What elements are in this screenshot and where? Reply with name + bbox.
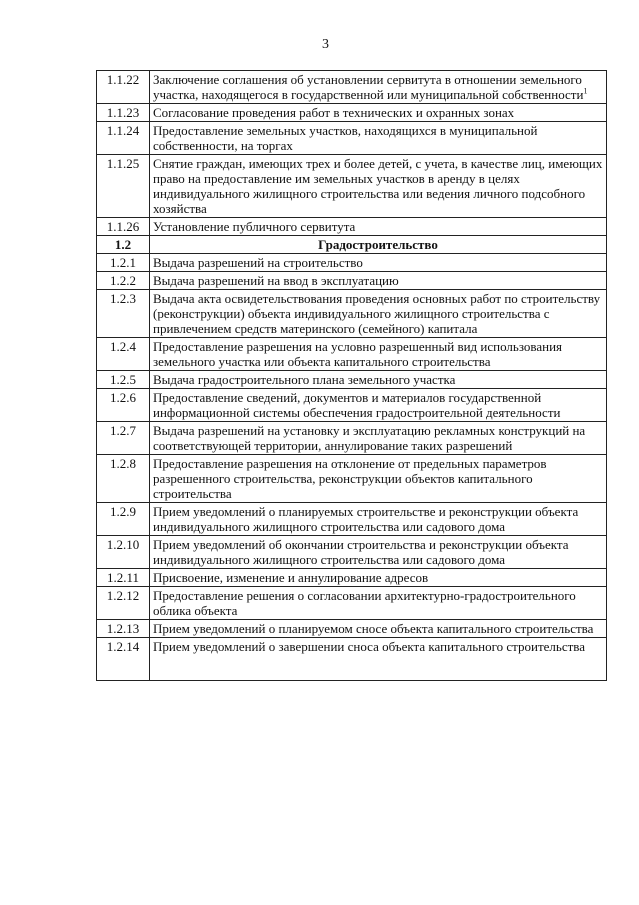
table-row	[97, 620, 607, 638]
service-name-cell	[150, 122, 607, 155]
service-name-cell	[150, 422, 607, 455]
table-row	[97, 587, 607, 620]
service-name-cell	[150, 587, 607, 620]
service-name-cell	[150, 503, 607, 536]
row-number: 1.2.2	[97, 272, 150, 290]
table-row	[97, 536, 607, 569]
row-number: 1.2.1	[97, 254, 150, 272]
service-name-cell	[150, 71, 607, 104]
service-name-cell	[150, 338, 607, 371]
row-number: 1.2.12	[97, 587, 150, 620]
services-table-body	[97, 71, 607, 681]
table-row	[97, 638, 607, 681]
service-name: Прием уведомлений о завершении сноса объекта капитального строительства	[153, 639, 586, 654]
service-name: Выдача разрешений на установку и эксплуатацию рекламных конструкций на соответствующей территории, аннулирование таких разрешений	[153, 423, 586, 453]
service-name: Выдача акта освидетельствования проведения основных работ по строительству (реконструкции) объекта индивидуального жилищного строительства с привлечением средств материнского (семейного) капитала	[153, 291, 601, 336]
service-name-cell	[150, 536, 607, 569]
services-table	[96, 70, 607, 681]
row-number: 1.2.14	[97, 638, 150, 681]
service-name: Выдача разрешений на строительство	[153, 255, 363, 270]
service-name-cell	[150, 218, 607, 236]
row-number: 1.2.8	[97, 455, 150, 503]
row-number: 1.2.6	[97, 389, 150, 422]
service-name: Согласование проведения работ в технических и охранных зонах	[153, 105, 515, 120]
service-name: Прием уведомлений об окончании строительства и реконструкции объекта индивидуального жилищного строительства или садового дома	[153, 537, 569, 567]
service-name-cell	[150, 290, 607, 338]
row-number: 1.2.9	[97, 503, 150, 536]
table-row	[97, 338, 607, 371]
service-name: Заключение соглашения об установлении сервитута в отношении земельного участка, находящегося в государственной или муниципальной собственности	[153, 72, 584, 102]
table-row	[97, 122, 607, 155]
row-number: 1.2.3	[97, 290, 150, 338]
row-number: 1.2.13	[97, 620, 150, 638]
service-name: Предоставление сведений, документов и материалов государственной информационной системы обеспечения градостроительной деятельности	[153, 390, 561, 420]
service-name-cell	[150, 272, 607, 290]
service-name: Выдача разрешений на ввод в эксплуатацию	[153, 273, 399, 288]
service-name: Снятие граждан, имеющих трех и более детей, с учета, в качестве лиц, имеющих право на предоставление им земельных участков в аренду в целях индивидуального жилищного строительства или ведения личного подсобного хозяйства	[153, 156, 603, 216]
table-row	[97, 218, 607, 236]
table-row	[97, 71, 607, 104]
table-row	[97, 371, 607, 389]
row-number: 1.1.24	[97, 122, 150, 155]
row-number: 1.1.26	[97, 218, 150, 236]
service-name-cell	[150, 389, 607, 422]
row-number: 1.1.22	[97, 71, 150, 104]
table-row	[97, 422, 607, 455]
service-name-cell	[150, 569, 607, 587]
service-name: Присвоение, изменение и аннулирование адресов	[153, 570, 429, 585]
service-name: Предоставление разрешения на условно разрешенный вид использования земельного участка или объекта капитального строительства	[153, 339, 563, 369]
table-row	[97, 272, 607, 290]
table-row	[97, 254, 607, 272]
service-name-cell	[150, 455, 607, 503]
row-number: 1.2.5	[97, 371, 150, 389]
service-name: Предоставление решения о согласовании архитектурно-градостроительного облика объекта	[153, 588, 576, 618]
service-name-cell	[150, 104, 607, 122]
service-name-cell	[150, 620, 607, 638]
table-row	[97, 455, 607, 503]
service-name: Прием уведомлений о планируемом сносе объекта капитального строительства	[153, 621, 594, 636]
service-name-cell	[150, 155, 607, 218]
section-title	[150, 236, 607, 254]
section-header-row	[97, 236, 607, 254]
table-row	[97, 569, 607, 587]
service-name: Установление публичного сервитута	[153, 219, 356, 234]
page-number: 3	[322, 37, 329, 52]
table-row	[97, 389, 607, 422]
service-name-cell	[150, 638, 607, 681]
row-number: 1.2.11	[97, 569, 150, 587]
row-number: 1.1.23	[97, 104, 150, 122]
service-name: Предоставление земельных участков, находящихся в муниципальной собственности, на торгах	[153, 123, 538, 153]
service-name-cell	[150, 371, 607, 389]
table-row	[97, 104, 607, 122]
row-number: 1.2.7	[97, 422, 150, 455]
footnote-marker: 1	[583, 86, 588, 96]
row-number: 1.1.25	[97, 155, 150, 218]
row-number: 1.2.10	[97, 536, 150, 569]
service-name: Предоставление разрешения на отклонение от предельных параметров разрешенного строительства, реконструкции объектов капитального строительства	[153, 456, 547, 501]
service-name-cell	[150, 254, 607, 272]
service-name: Прием уведомлений о планируемых строительстве и реконструкции объекта индивидуального жилищного строительства или садового дома	[153, 504, 579, 534]
table-row	[97, 503, 607, 536]
table-row	[97, 290, 607, 338]
table-row	[97, 155, 607, 218]
service-name: Градостроительство	[318, 237, 438, 252]
row-number: 1.2	[97, 236, 150, 254]
row-number: 1.2.4	[97, 338, 150, 371]
service-name: Выдача градостроительного плана земельного участка	[153, 372, 456, 387]
